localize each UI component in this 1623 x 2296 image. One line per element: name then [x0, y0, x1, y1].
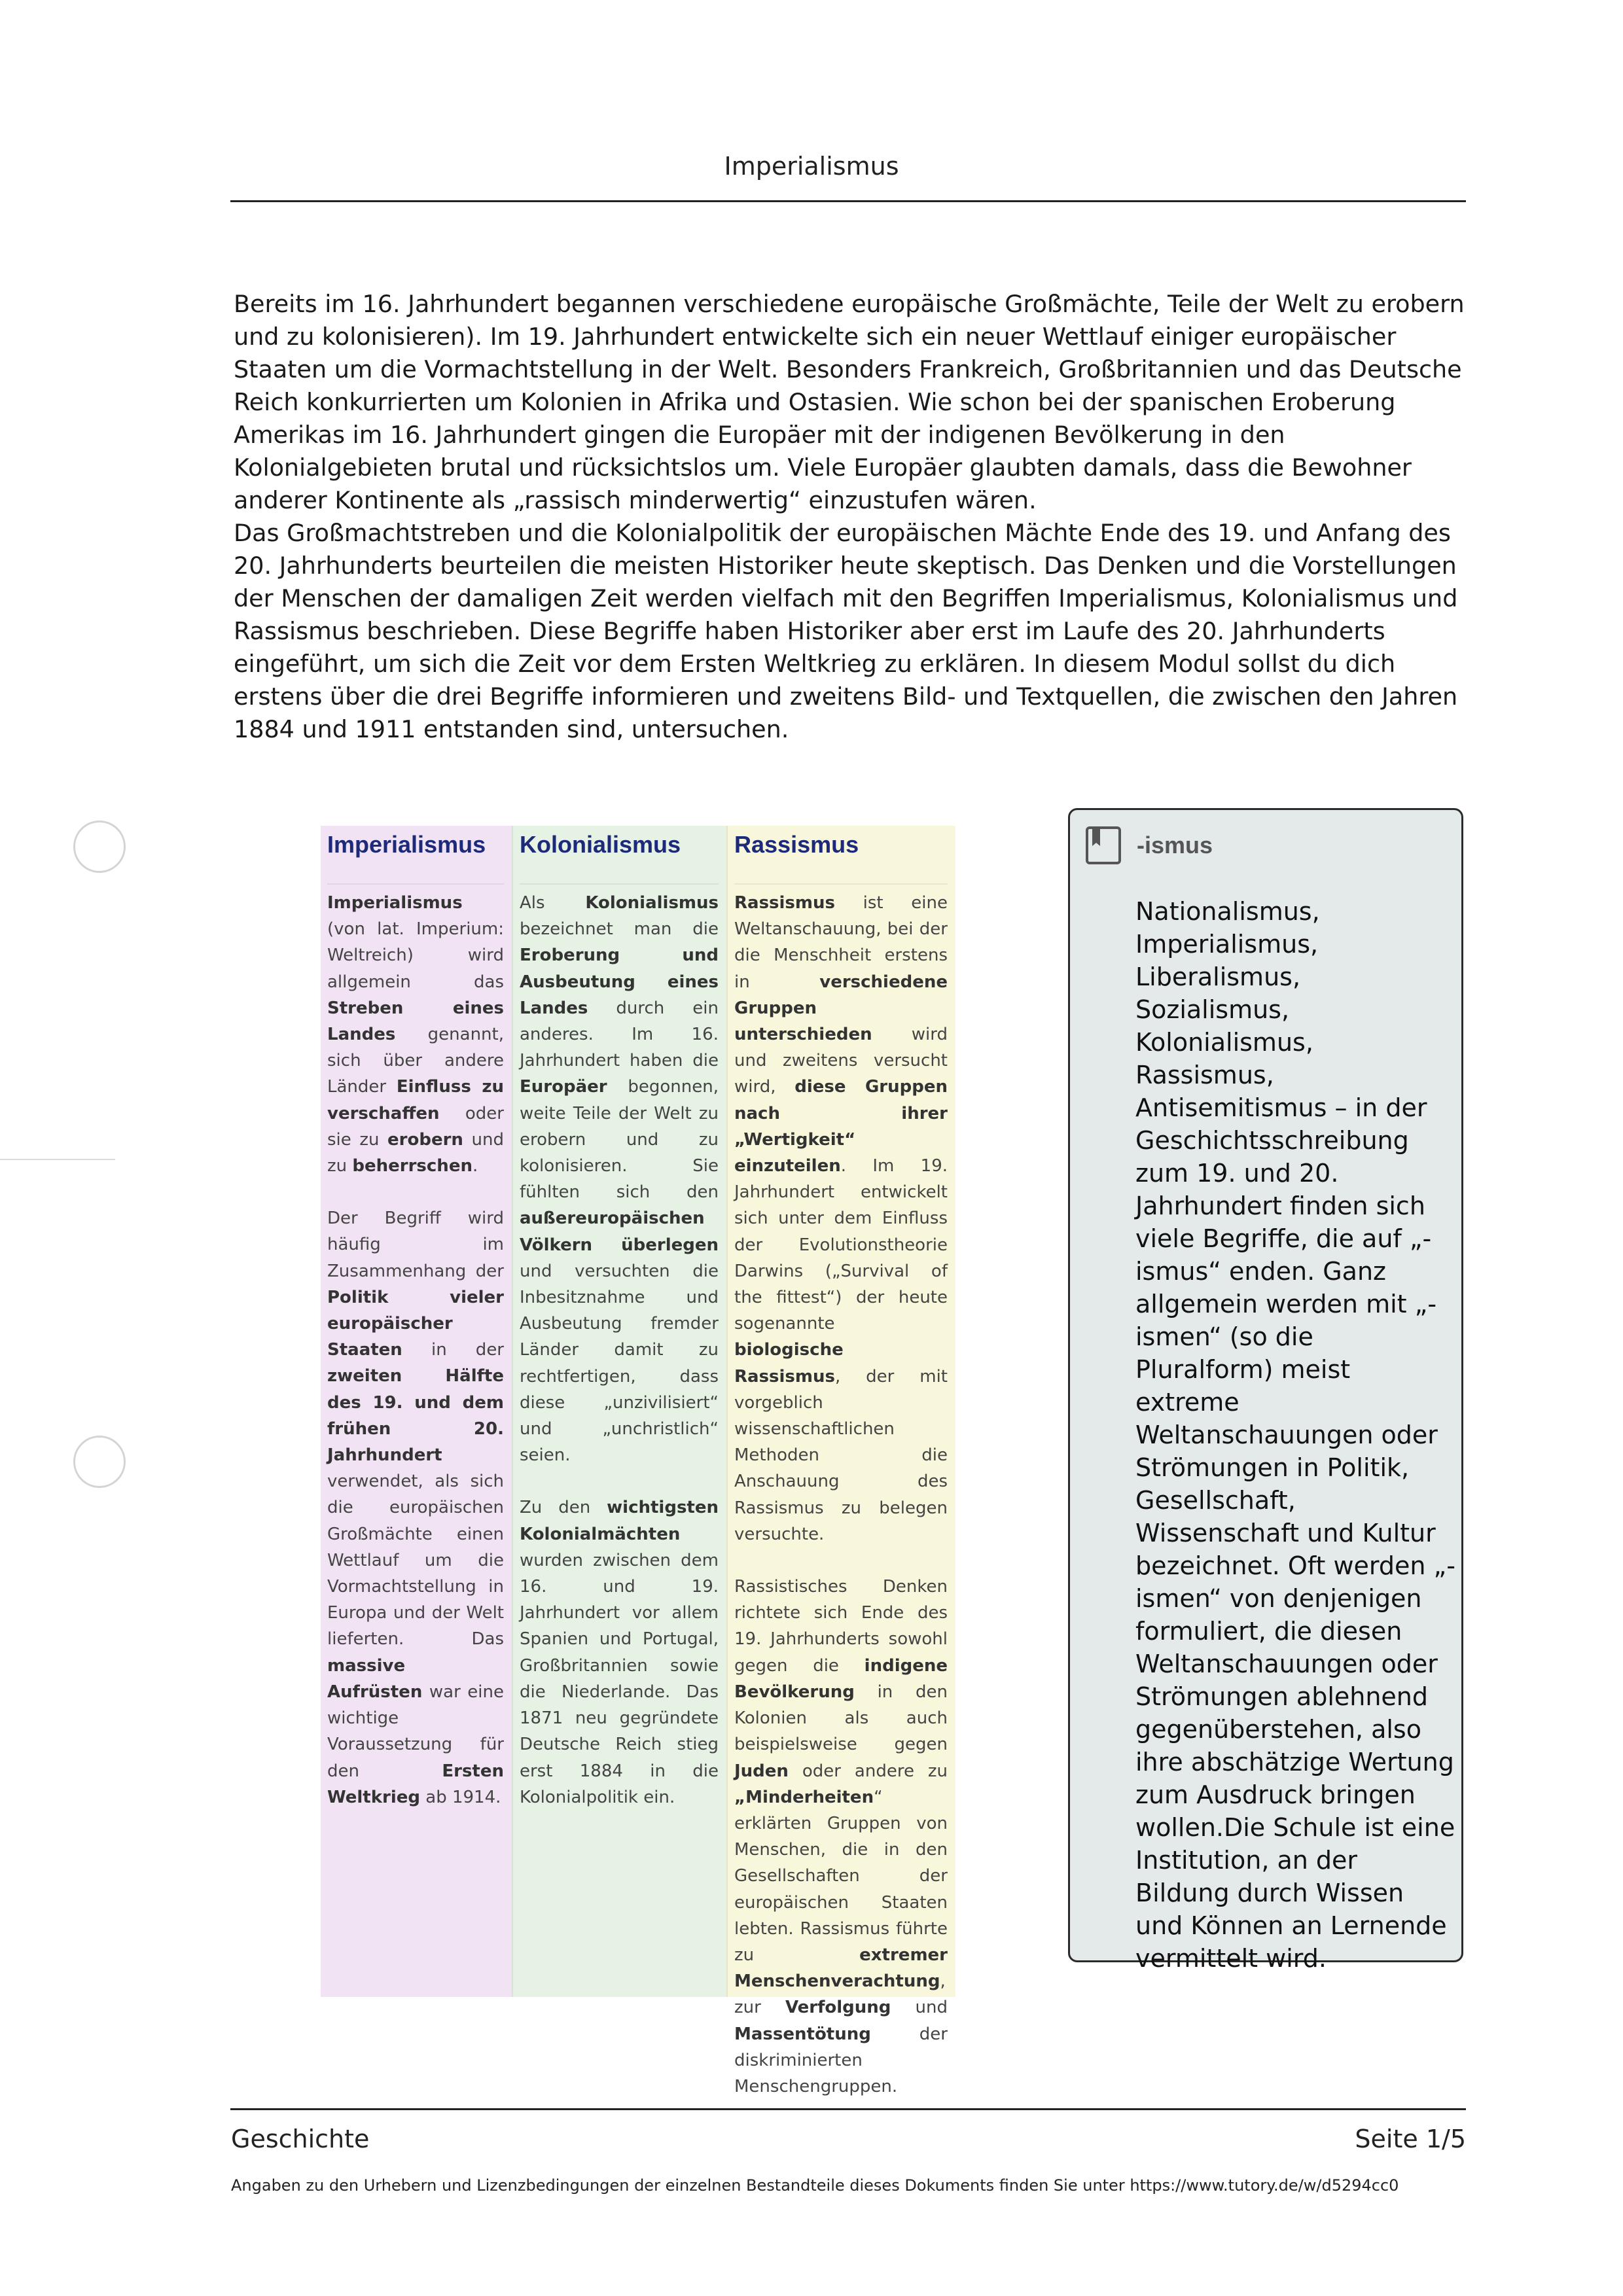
column-kolonialismus [512, 826, 726, 1997]
bold-term: erobern [387, 1129, 463, 1150]
column-paragraph: Der Begriff wird häufig im Zusammenhang der Politik vieler europäischer Staaten in der zweiten Hälfte des 19. und dem frühen 20. Jahrhundert verwendet, als sich die europäischen Großmächte einen Wettlauf um die Vormachtstellung in Europa und der Welt lieferten. Das massive Aufrüsten war eine wichtige Voraussetzung für den Ersten Weltkrieg ab 1914. [327, 1209, 504, 1807]
column-rassismus [726, 826, 955, 2096]
page-title: Imperialismus [724, 152, 899, 181]
info-box-title: -ismus [1137, 832, 1213, 858]
bold-term: massive Aufrüsten [327, 1655, 423, 1702]
bold-term: Streben eines Landes [327, 998, 504, 1045]
footer-license-note: Angaben zu den Urhebern und Lizenzbedingungen der einzelnen Bestandteile dieses Dokuments finden Sie unter https://www.tutory.de/w/d5294cc0 [231, 2176, 1399, 2195]
column-heading: Rassismus [734, 826, 948, 885]
bold-term: Ersten Weltkrieg [327, 1761, 504, 1807]
bold-term: Juden [734, 1761, 789, 1781]
column-text [734, 885, 948, 2100]
column-paragraph: Rassismus ist eine Weltanschauung, bei der die Menschheit erstens in verschiedene Gruppen unterschieden wird und zweitens versucht wird, diese Gruppen nach ihrer „Wertigkeit“ einzuteilen. Im 19. Jahrhundert entwickelt sich unter dem Einfluss der Evolutionstheorie Darwins („Survival of the fittest“) der heute sogenannte biologische Rassismus, der mit vorgeblich wissenschaftlichen Methoden die Anschauung des Rassismus zu belegen versuchte. [734, 893, 948, 1544]
bold-term: Massentötung [734, 2024, 871, 2044]
bold-term: Politik vieler europäischer Staaten [327, 1287, 504, 1360]
bold-term: Einfluss zu verschaffen [327, 1077, 504, 1123]
bold-term: „Minderheiten [734, 1787, 874, 1807]
info-box [1068, 808, 1463, 1973]
column-heading: Kolonialismus [520, 826, 719, 885]
bold-term: außereuropäischen Völkern überlegen [520, 1209, 719, 1255]
definitions-table-image [321, 826, 955, 2096]
bold-term: verschiedene Gruppen unterschieden [734, 972, 948, 1045]
bold-term: Eroberung und Ausbeutung eines Landes [520, 945, 719, 1018]
intro-text [234, 288, 1471, 746]
bold-term: extremer Menschenverachtung [734, 1945, 948, 1992]
intro-paragraph-1: Bereits im 16. Jahrhundert begannen verschiedene europäische Großmächte, Teile der Welt zu erobern und zu kolonisieren). Im 19. Jahrhundert entwickelte sich ein neuer Wettlauf einiger europäischer Staaten um die Vormachtstellung in der Welt. Besonders Frankreich, Großbritannien und das Deutsche Reich konkurrierten um Kolonien in Afrika und Ostasien. Wie schon bei der spanischen Eroberung Amerikas im 16. Jahrhundert gingen die Europäer mit der indigenen Bevölkerung in den Kolonialgebieten brutal und rücksichtslos um. Viele Europäer glaubten damals, dass die Bewohner anderer Kontinente als „rassisch minderwertig“ einzustufen wären. [234, 290, 1465, 514]
column-text [520, 885, 719, 1810]
footer-subject: Geschichte [231, 2125, 370, 2153]
bold-term: Kolonialismus [585, 893, 719, 913]
fold-mark [0, 1159, 115, 1160]
bold-term: indigene Bevölkerung [734, 1655, 948, 1702]
column-paragraph: Als Kolonialismus bezeichnet man die Eroberung und Ausbeutung eines Landes durch ein anderes. Im 16. Jahrhundert haben die Europäer begonnen, weite Teile der Welt zu erobern und zu kolonisieren. Sie fühlten sich den außereuropäischen Völkern überlegen und versuchten die Inbesitznahme und Ausbeutung fremder Länder damit zu rechtfertigen, dass diese „unzivilisiert“ und „unchristlich“ seien. [520, 893, 719, 1466]
header-rule [230, 200, 1466, 202]
bold-term: biologische Rassismus [734, 1340, 844, 1386]
bold-term: Imperialismus [327, 893, 463, 913]
bold-term: wichtigsten Kolonialmächten [520, 1498, 719, 1544]
bold-term: zweiten Hälfte des 19. und dem frühen 20. Jahrhundert [327, 1366, 504, 1466]
footer-rule [230, 2108, 1466, 2110]
column-paragraph: Rassistisches Denken richtete sich Ende des 19. Jahrhunderts sowohl gegen die indigene Bevölkerung in den Kolonien als auch beispielsweise gegen Juden oder andere zu „Minderheiten“ erklärten Gruppen von Menschen, die in den Gesellschaften der europäischen Staaten lebten. Rassismus führte zu extremer Menschenverachtung, zur Verfolgung und Massentötung der diskriminierten Menschengruppen. [734, 1577, 948, 2096]
bold-term: beherrschen [352, 1156, 473, 1176]
intro-paragraph-2: Das Großmachtstreben und die Kolonialpolitik der europäischen Mächte Ende des 19. und Anfang des 20. Jahrhunderts beurteilen die meisten Historiker heute skeptisch. Das Denken und die Vorstellungen der Menschen der damaligen Zeit werden vielfach mit den Begriffen Imperialismus, Kolonialismus und Rassismus beschrieben. Diese Begriffe haben Historiker aber erst im Laufe des 20. Jahrhunderts eingeführt, um sich die Zeit vor dem Ersten Weltkrieg zu erklären. In diesem Modul sollst du dich erstens über die drei Begriffe informieren und zweitens Bild- und Textquellen, die zwischen den Jahren 1884 und 1911 entstanden sind, untersuchen. [234, 519, 1458, 743]
bold-term: Rassismus [734, 893, 835, 913]
column-text [327, 885, 504, 1810]
bookmark-icon [1086, 826, 1121, 864]
punch-hole-bottom [73, 1436, 126, 1488]
column-paragraph: Imperialismus (von lat. Imperium: Weltreich) wird allgemein das Streben eines Landes genannt, sich über andere Länder Einfluss zu verschaffen oder sie zu erobern und zu beherrschen. [327, 893, 504, 1176]
bold-term: Europäer [520, 1077, 607, 1097]
footer-page-number: Seite 1/5 [1355, 2125, 1466, 2153]
column-imperialismus [321, 826, 512, 1997]
column-heading: Imperialismus [327, 826, 504, 885]
punch-hole-top [73, 821, 126, 873]
bold-term: diese Gruppen nach ihrer „Wertigkeit“ einzuteilen [734, 1077, 948, 1176]
column-paragraph: Zu den wichtigsten Kolonialmächten wurden zwischen dem 16. und 19. Jahrhundert vor allem Spanien und Portugal, Großbritannien sowie die Niederlande. Das 1871 neu gegründete Deutsche Reich stieg erst 1884 in die Kolonialpolitik ein. [520, 1498, 719, 1807]
bold-term: Verfolgung [785, 1998, 891, 2018]
info-box-text: Nationalismus, Imperialismus, Liberalismus, Sozialismus, Kolonialismus, Rassismus, Antisemitismus – in der Geschichtsschreibung zum 19. und 20. Jahrhundert finden sich viele Begriffe, die auf „-ismus“ enden. Ganz allgemein werden mit „-ismen“ (so die Pluralform) meist extreme Weltanschauungen oder Strömungen in Politik, Gesellschaft, Wissenschaft und Kultur bezeichnet. Oft werden „-ismen“ von denjenigen formuliert, die diesen Weltanschauungen oder Strömungen ablehnend gegenüberstehen, also ihre abschätzige Wertung zum Ausdruck bringen wollen.Die Schule ist eine Institution, an der Bildung durch Wissen und Können an Lernende vermittelt wird. [1135, 897, 1455, 1973]
